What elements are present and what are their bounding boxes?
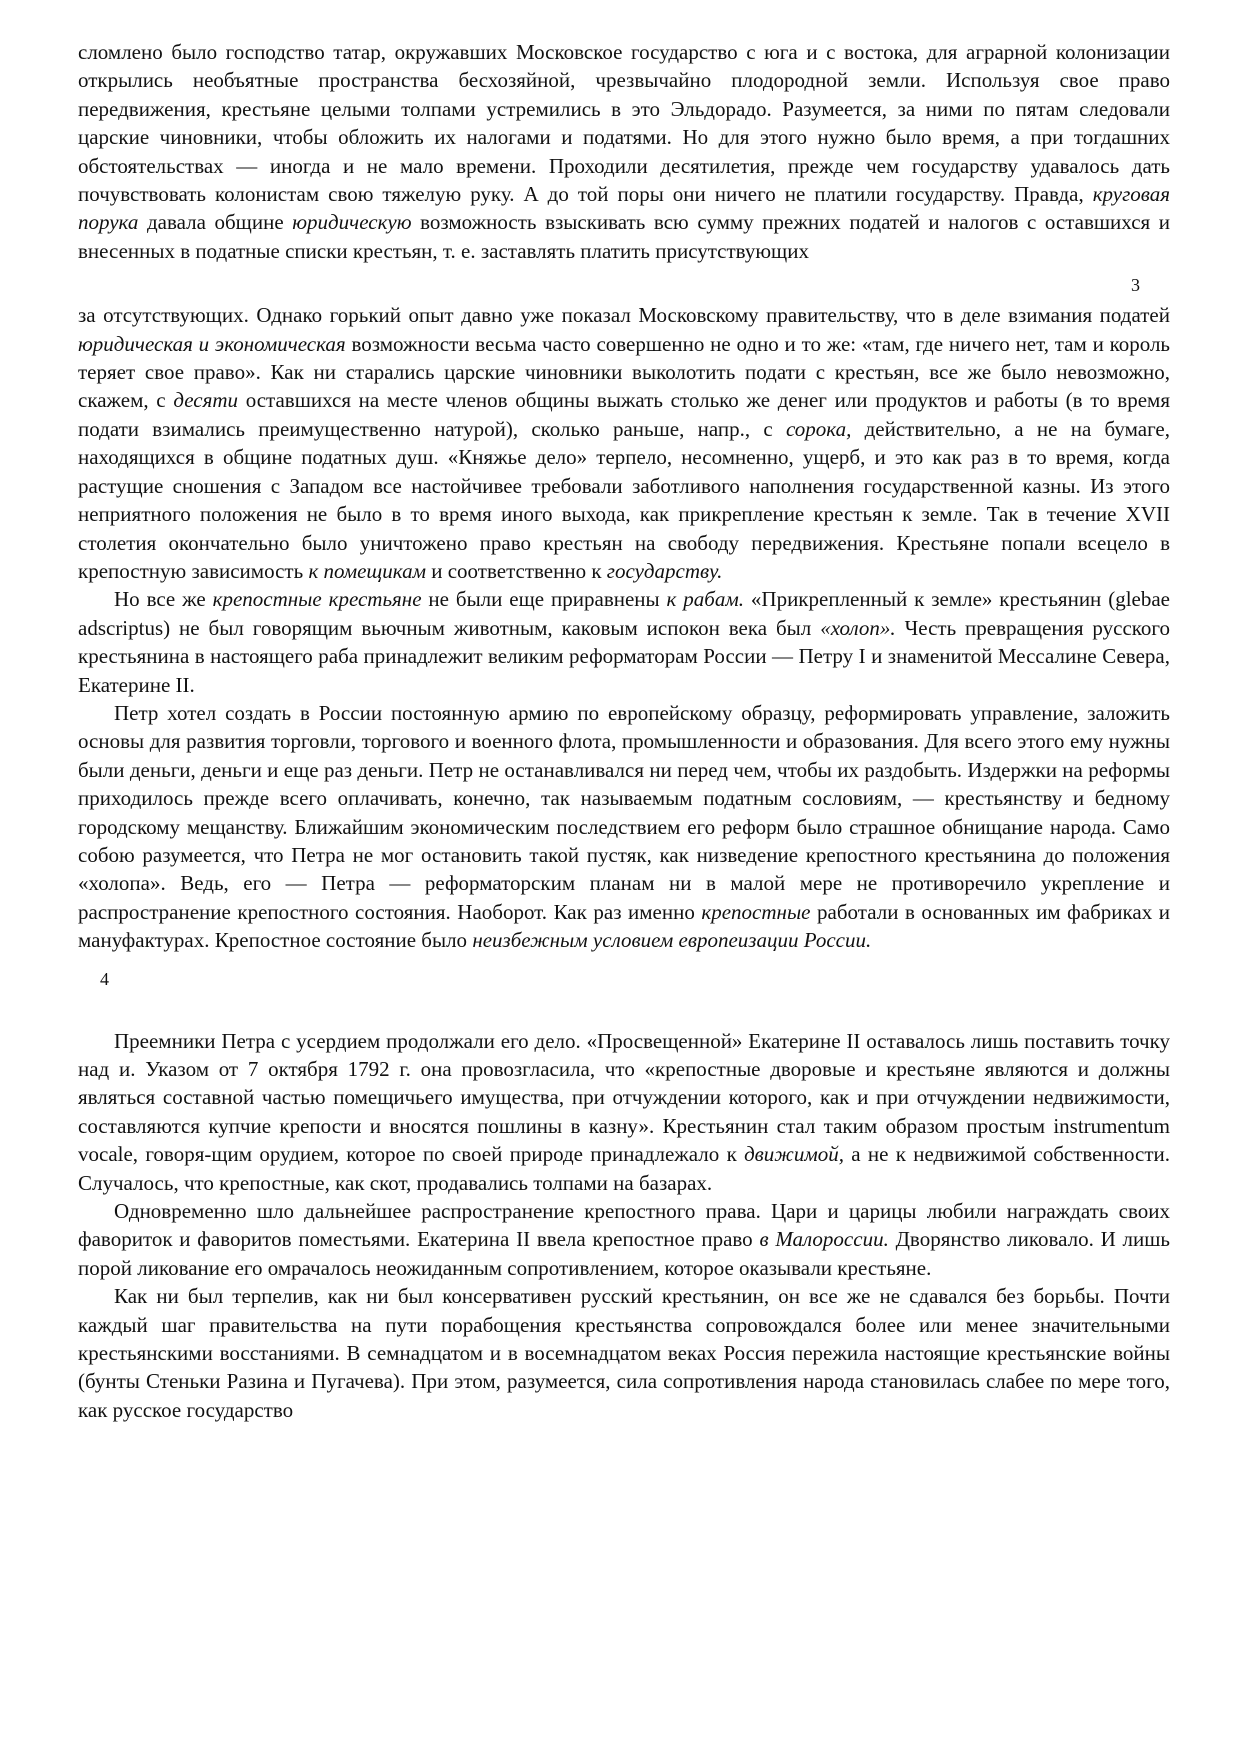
italic-term: к рабам. (666, 587, 744, 612)
italic-term: неизбежным условием европеизации России. (472, 928, 872, 953)
italic-term: юридическая и экономическая (78, 331, 346, 356)
italic-term: крепостные (701, 899, 811, 924)
page-number: 4 (100, 968, 109, 989)
italic-term: крепостные крестьяне (212, 587, 422, 612)
italic-term: государству. (606, 558, 723, 583)
paragraph: Петр хотел создать в России постоянную армию по европейскому образцу, реформировать управление, заложить основы для развития торговли, торгового и военного флота, промышленности и образования. Для всего этого ему нужны были деньги, деньги и еще раз деньги. Петр не останавливался ни перед чем, чтобы их раздобыть. Издержки на реформы приходилось прежде всего оплачивать, конечно, так называемым податным сословиям, — крестьянству и бедному городскому мещанству. Ближайшим экономическим последствием его реформ было страшное обнищание народа. Само собою разумеется, что Петра не мог остановить такой пустяк, как низведение крепостного крестьянина до положения «холопа». Ведь, его — Петра — реформаторским планам ни в малой мере не противоречило укрепление и распространение крепостного состояния. Наоборот. Как раз именно крепостные работали в основанных им фабриках и мануфактурах. Крепостное состояние было неизбежным условием европеизации России. (78, 700, 1171, 953)
italic-term: в Малороссии. (759, 1227, 889, 1252)
italic-term: круговая порука (78, 182, 1170, 235)
italic-term: к помещикам (308, 558, 426, 583)
italic-term: движимой, (744, 1142, 844, 1167)
page-number: 3 (1131, 275, 1140, 296)
paragraph: Одновременно шло дальнейшее распространение крепостного права. Цари и царицы любили награждать своих фавориток и фаворитов поместьями. Екатерина II ввела крепостное право в Малороссии. Дворянство ликовало. И лишь порой ликование его омрачалось неожиданным сопротивлением, которое оказывали крестьяне. (78, 1199, 1171, 1280)
italic-term: сорока, (785, 416, 852, 441)
paragraph-continuation-2: за отсутствующих. Однако горький опыт давно уже показал Московскому правительству, что в деле взимания податей юридическая и экономическая возможности весьма часто совершенно не одно и то же: «там, где ничего нет, там и король теряет свое право». Как ни старались царские чиновники выколотить подати с крестьян, все же было невозможно, скажем, с десяти оставшихся на месте членов общины выжать столько же денег или продуктов и работы (в то время подати взимались преимущественно натурой), сколько раньше, напр., с сорока, действительно, а не на бумаге, находящихся в общине податных душ. «Княжье дело» терпело, несомненно, ущерб, и это как раз в то время, когда растущие сношения с Западом все настойчивее требовали заботливого наполнения государственной казны. Из этого неприятного положения не было в то время иного выхода, как прикрепление крестьян к земле. Так в течение XVII столетия окончательно было уничтожено право крестьян на свободу передвижения. Крестьяне попали всецело в крепостную зависимость к помещикам и соответственно к государству. (78, 303, 1171, 583)
italic-term: юридическую (292, 210, 412, 235)
paragraph: Преемники Петра с усердием продолжали его дело. «Просвещенной» Екатерине II оставалось лишь поставить точку над и. Указом от 7 октября 1792 г. она провозгласила, что «крепостные дворовые и крестьяне являются и должны являться составной частью помещичьего имущества, при отчуждении которого, как и при отчуждении недвижимости, составляются купчие крепости и вносятся пошлины в казну». Крестьянин стал таким образом простым instrumentum vocale, говоря-щим орудием, которое по своей природе принадлежало к движимой, а не к недвижимой собственности. Случалось, что крепостные, как скот, продавались толпами на базарах. (78, 1028, 1170, 1195)
italic-term: «холоп». (820, 615, 896, 640)
paragraph: Как ни был терпелив, как ни был консервативен русский крестьянин, он все же не сдавался без борьбы. Почти каждый шаг правительства на пути порабощения крестьянства сопровождался более или менее значительными крестьянскими восстаниями. В семнадцатом и в восемнадцатом веках Россия пережила настоящие крестьянские войны (бунты Стеньки Разина и Пугачева). При этом, разумеется, сила сопротивления народа становилась слабее по мере того, как русское государство (78, 1284, 1170, 1422)
document-page (78, 38, 1170, 1424)
paragraph: Но все же крепостные крестьяне не были еще приравнены к рабам. «Прикрепленный к земле» крестьянин (glebae adscriptus) не был говорящим вьючным животным, каковым испокон века был «холоп». Честь превращения русского крестьянина в настоящего раба принадлежит великим реформаторам России — Петру I и знаменитой Мессалине Севера, Екатерине II. (78, 587, 1170, 697)
paragraph-continuation-1: сломлено было господство татар, окружавших Московское государство с юга и с востока, для аграрной колонизации открылись необъятные пространства бесхозяйной, чрезвычайно плодородной земли. Используя свое право передвижения, крестьяне целыми толпами устремились в это Эльдорадо. Разумеется, за ними по пятам следовали царские чиновники, чтобы обложить их налогами и податями. Но для этого нужно было время, а при тогдашних обстоятельствах — иногда и не мало времени. Проходили десятилетия, прежде чем государству удавалось дать почувствовать колонистам свою тяжелую руку. А до той поры они ничего не платили государству. Правда, круговая порука давала общине юридическую возможность взыскивать всю сумму прежних податей и налогов с оставшихся и внесенных в податные списки крестьян, т. е. заставлять платить присутствующих (78, 40, 1171, 263)
italic-term: десяти (173, 388, 238, 413)
